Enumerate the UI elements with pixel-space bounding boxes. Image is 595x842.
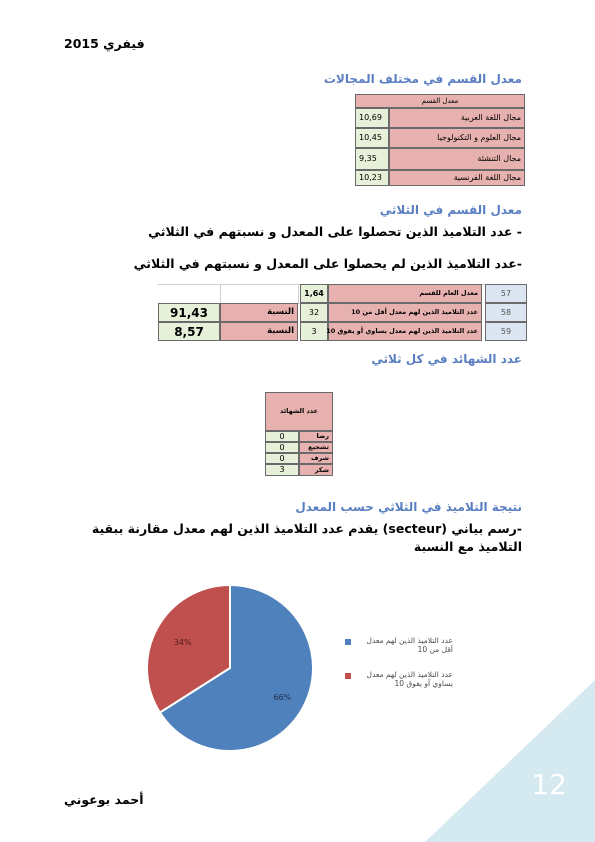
- pie-slice-label: 34%: [173, 638, 192, 648]
- text-line: -عدد التلاميذ الذين لم يحصلوا على المعدل و نسبتهم في الثلاثي: [133, 256, 522, 271]
- trimester-results-table: [158, 284, 527, 342]
- table-cell-label: معدل العام للقسم: [328, 284, 482, 303]
- table-header: عدد الشهائد: [265, 392, 333, 431]
- author-name: أحمد بوعوني: [64, 792, 144, 807]
- table-cell-label: مجال التنشئة: [389, 148, 525, 170]
- section-title-certificates: عدد الشهائد في كل ثلاثي: [371, 352, 522, 366]
- table-header: معدل القسم: [355, 94, 525, 108]
- section-title-domains: معدل القسم في مختلف المجالات: [323, 72, 522, 86]
- table-cell-value: 9,35: [355, 148, 389, 170]
- percentage-label: النسبة: [220, 322, 298, 341]
- table-cell-value: 3: [265, 464, 299, 476]
- legend-item: [345, 670, 455, 700]
- chart-legend: [345, 636, 455, 700]
- certificates-table: [265, 392, 333, 485]
- table-cell-value: 1,64: [300, 284, 328, 303]
- percentage-label: النسبة: [220, 303, 298, 322]
- table-cell-value: 10,69: [355, 108, 389, 128]
- table-cell-value: 10,23: [355, 170, 389, 186]
- table-cell-label: مجال اللغة الفرنسية: [389, 170, 525, 186]
- legend-swatch: [345, 639, 351, 645]
- chart-description: -رسم بياني (secteur) يقدم عدد التلاميذ الذين لهم معدل مقارنة ببقية التلاميذ مع النسبة: [91, 521, 522, 555]
- table-cell-label: مجال اللغة العربية: [389, 108, 525, 128]
- section-title-results: نتيجة التلاميذ في الثلاثي حسب المعدل: [295, 500, 522, 514]
- table-cell-value: 32: [300, 303, 328, 322]
- percentage-value: 8,57: [158, 322, 220, 341]
- domain-average-table: [355, 94, 525, 186]
- text-line: - عدد التلاميذ الذين تحصلوا على المعدل و نسبتهم في الثلاثي: [148, 224, 522, 239]
- pie-slice-label: 66%: [273, 692, 292, 702]
- row-number: 57: [485, 284, 527, 303]
- table-cell-label: عدد التلاميذ الذين لهم معدل أقل من 10: [328, 303, 482, 322]
- table-cell-value: 0: [265, 431, 299, 442]
- table-cell-label: شرف: [299, 453, 333, 464]
- table-cell-label: رضا: [299, 431, 333, 442]
- table-cell-label: شكر: [299, 464, 333, 476]
- table-cell-label: مجال العلوم و التكنولوجيا: [389, 128, 525, 148]
- row-number: 58: [485, 303, 527, 322]
- table-cell-label: تشجيع: [299, 442, 333, 453]
- section-title-trimester: معدل القسم في الثلاثي: [379, 203, 522, 217]
- table-cell-value: 0: [265, 453, 299, 464]
- table-cell-value: 0: [265, 442, 299, 453]
- table-cell-label: عدد التلاميذ الذين لهم معدل يساوي أو يفوق 10: [328, 322, 482, 341]
- legend-label: عدد التلاميذ الذين لهم معدل أقل من 10: [366, 636, 453, 655]
- table-cell-value: 3: [300, 322, 328, 341]
- pie-chart: [140, 578, 320, 758]
- row-number: 59: [485, 322, 527, 341]
- percentage-value: 91,43: [158, 303, 220, 322]
- page-date: فيفري 2015: [64, 36, 145, 51]
- legend-swatch: [345, 673, 351, 679]
- table-cell-value: 10,45: [355, 128, 389, 148]
- page-number: 12: [531, 768, 567, 801]
- legend-item: [345, 636, 455, 662]
- legend-label: عدد التلاميذ الذين لهم معدل يساوي أو يفوق 10: [366, 670, 453, 689]
